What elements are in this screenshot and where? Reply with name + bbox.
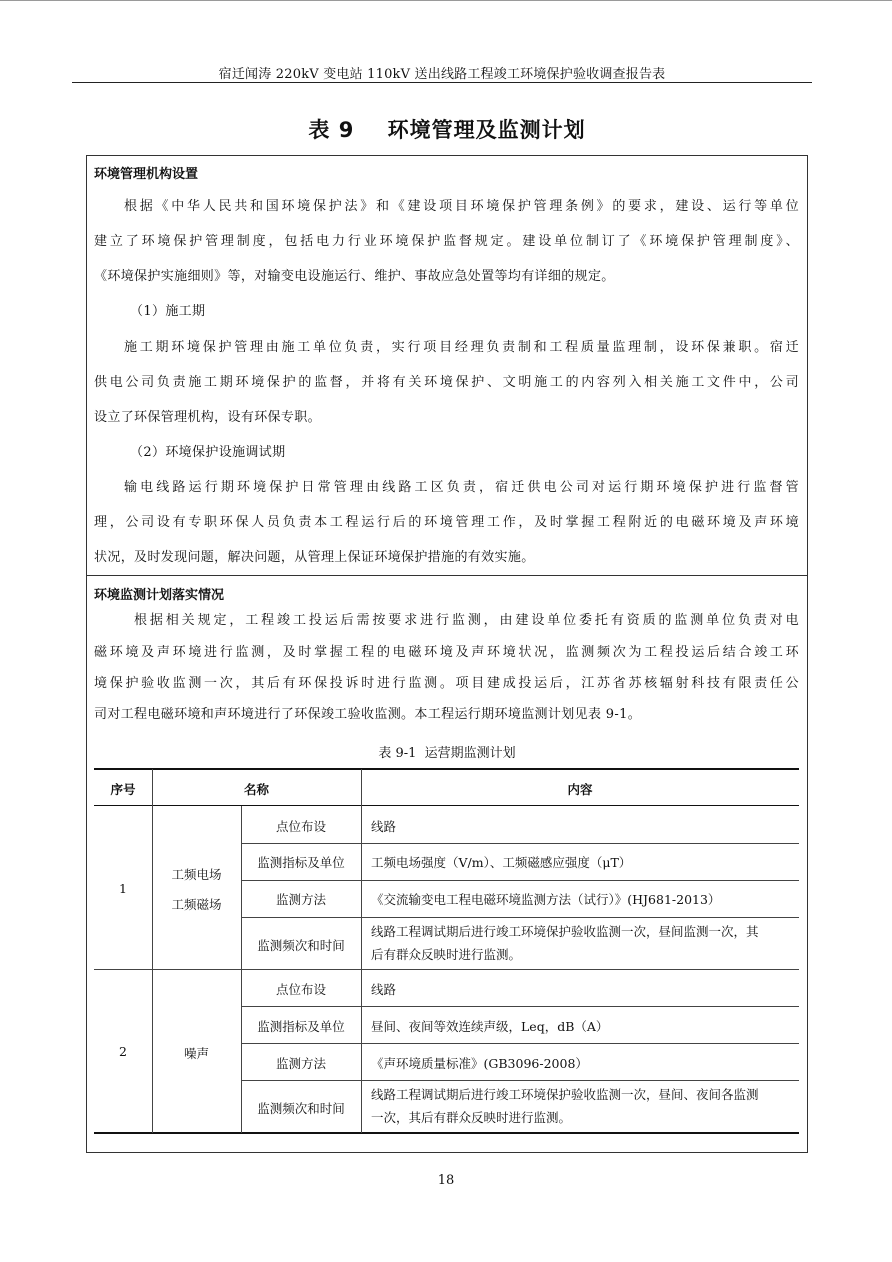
table-col-rule [361, 769, 362, 1133]
section1-line: 状况，及时发现问题，解决问题，从管理上保证环境保护措施的有效实施。 [94, 550, 535, 565]
table-row-rule [241, 1043, 799, 1044]
section1-line: 理，公司设有专职环保人员负责本工程运行后的环境管理工作，及时掌握工程附近的电磁环境及声环境 [94, 515, 799, 530]
table-header-name: 名称 [243, 782, 269, 797]
table-cell-item: 监测频次和时间 [257, 938, 345, 953]
table-row-rule [241, 843, 799, 844]
table-cell-name: 工频电场 [171, 867, 222, 882]
table-top-rule [94, 768, 799, 770]
table-cell-content: 线路 [371, 819, 397, 834]
table-cell-item: 监测指标及单位 [257, 1019, 345, 1034]
section1-line: 建立了环境保护管理制度，包括电力行业环境保护监督规定。建设单位制订了《环境保护管理制度》、 [94, 234, 799, 249]
section1-line: 设立了环保管理机构，设有环保专职。 [94, 410, 321, 425]
table-cell-content: 线路工程调试期后进行竣工环境保护验收监测一次，昼间监测一次，其 [371, 924, 759, 939]
table-cell-content: 线路 [371, 982, 397, 997]
table-cell-no: 2 [119, 1044, 127, 1059]
table-row-rule [241, 1080, 799, 1081]
table-cell-no: 1 [119, 881, 127, 896]
table-row-rule [241, 1006, 799, 1007]
table-cell-content: 线路工程调试期后进行竣工环境保护验收监测一次，昼间、夜间各监测 [371, 1087, 759, 1102]
table-cell-content: 《声环境质量标准》(GB3096-2008） [371, 1056, 588, 1071]
table-cell-item: 点位布设 [275, 982, 326, 997]
table-cell-content: 《交流输变电工程电磁环境监测方法（试行）》(HJ681-2013） [371, 892, 721, 907]
section2-line: 磁环境及声环境进行监测，及时掌握工程的电磁环境及声环境状况，监测频次为工程投运后结合竣工环 [94, 645, 799, 660]
section1-line: 供电公司负责施工期环境保护的监督，并将有关环境保护、文明施工的内容列入相关施工文件中，公司 [94, 375, 799, 390]
table-cell-item: 监测指标及单位 [257, 855, 345, 870]
table-cell-content: 昼间、夜间等效连续声级，Leq，dB（A） [371, 1019, 609, 1034]
section1-line: 《环境保护实施细则》等，对输变电设施运行、维护、事故应急处置等均有详细的规定。 [94, 269, 615, 284]
table-row-rule [241, 880, 799, 881]
table-cell-content: 后有群众反映时进行监测。 [371, 947, 522, 962]
table-caption: 表 9-1 运营期监测计划 [378, 746, 516, 761]
table-cell-item: 监测方法 [275, 1056, 326, 1071]
section2-line: 境保护验收监测一次，其后有环保投诉时进行监测。项目建成投运后，江苏省苏核辐射科技有限责任公 [94, 676, 799, 691]
table-cell-content: 一次，其后有群众反映时进行监测。 [371, 1110, 572, 1125]
table-cell-item: 监测频次和时间 [257, 1101, 345, 1116]
table-cell-item: 监测方法 [275, 892, 326, 907]
section-divider [86, 575, 808, 576]
section1-line: 根据《中华人民共和国环境保护法》和《建设项目环境保护管理条例》的要求，建设、运行等单位 [124, 199, 799, 214]
section2-heading: 环境监测计划落实情况 [94, 588, 225, 603]
table-cell-name: 工频磁场 [171, 897, 222, 912]
table-col-rule [152, 769, 153, 1133]
section2-line: 根据相关规定，工程竣工投运后需按要求进行监测，由建设单位委托有资质的监测单位负责对电 [134, 613, 799, 628]
table-group-rule [94, 969, 799, 970]
section1-subheading: （2）环境保护设施调试期 [130, 445, 286, 460]
section1-line: 输电线路运行期环境保护日常管理由线路工区负责，宿迁供电公司对运行期环境保护进行监督管 [124, 480, 799, 495]
section1-line: 施工期环境保护管理由施工单位负责，实行项目经理负责制和工程质量监理制，设环保兼职。宿迁 [124, 340, 799, 355]
table-row-rule [241, 917, 799, 918]
page-title: 表 9 环境管理及监测计划 [308, 118, 586, 142]
table-bottom-rule [94, 1132, 799, 1134]
table-header-no: 序号 [110, 782, 136, 797]
table-cell-item: 点位布设 [275, 819, 326, 834]
table-cell-content: 工频电场强度（V/m）、工频磁感应强度（μT） [371, 855, 632, 870]
section2-line: 司对工程电磁环境和声环境进行了环保竣工验收监测。本工程运行期环境监测计划见表 9-1。 [94, 707, 642, 722]
running-header: 宿迁闻涛 220kV 变电站 110kV 送出线路工程竣工环境保护验收调查报告表 [218, 67, 666, 82]
section1-subheading: （1）施工期 [130, 304, 206, 319]
table-cell-name: 噪声 [183, 1046, 209, 1061]
section1-heading: 环境管理机构设置 [94, 167, 199, 182]
table-header-content: 内容 [567, 782, 593, 797]
table-header-rule [94, 805, 799, 806]
top-edge-line [0, 0, 892, 1]
header-rule [72, 82, 812, 83]
page-number: 18 [437, 1173, 455, 1188]
